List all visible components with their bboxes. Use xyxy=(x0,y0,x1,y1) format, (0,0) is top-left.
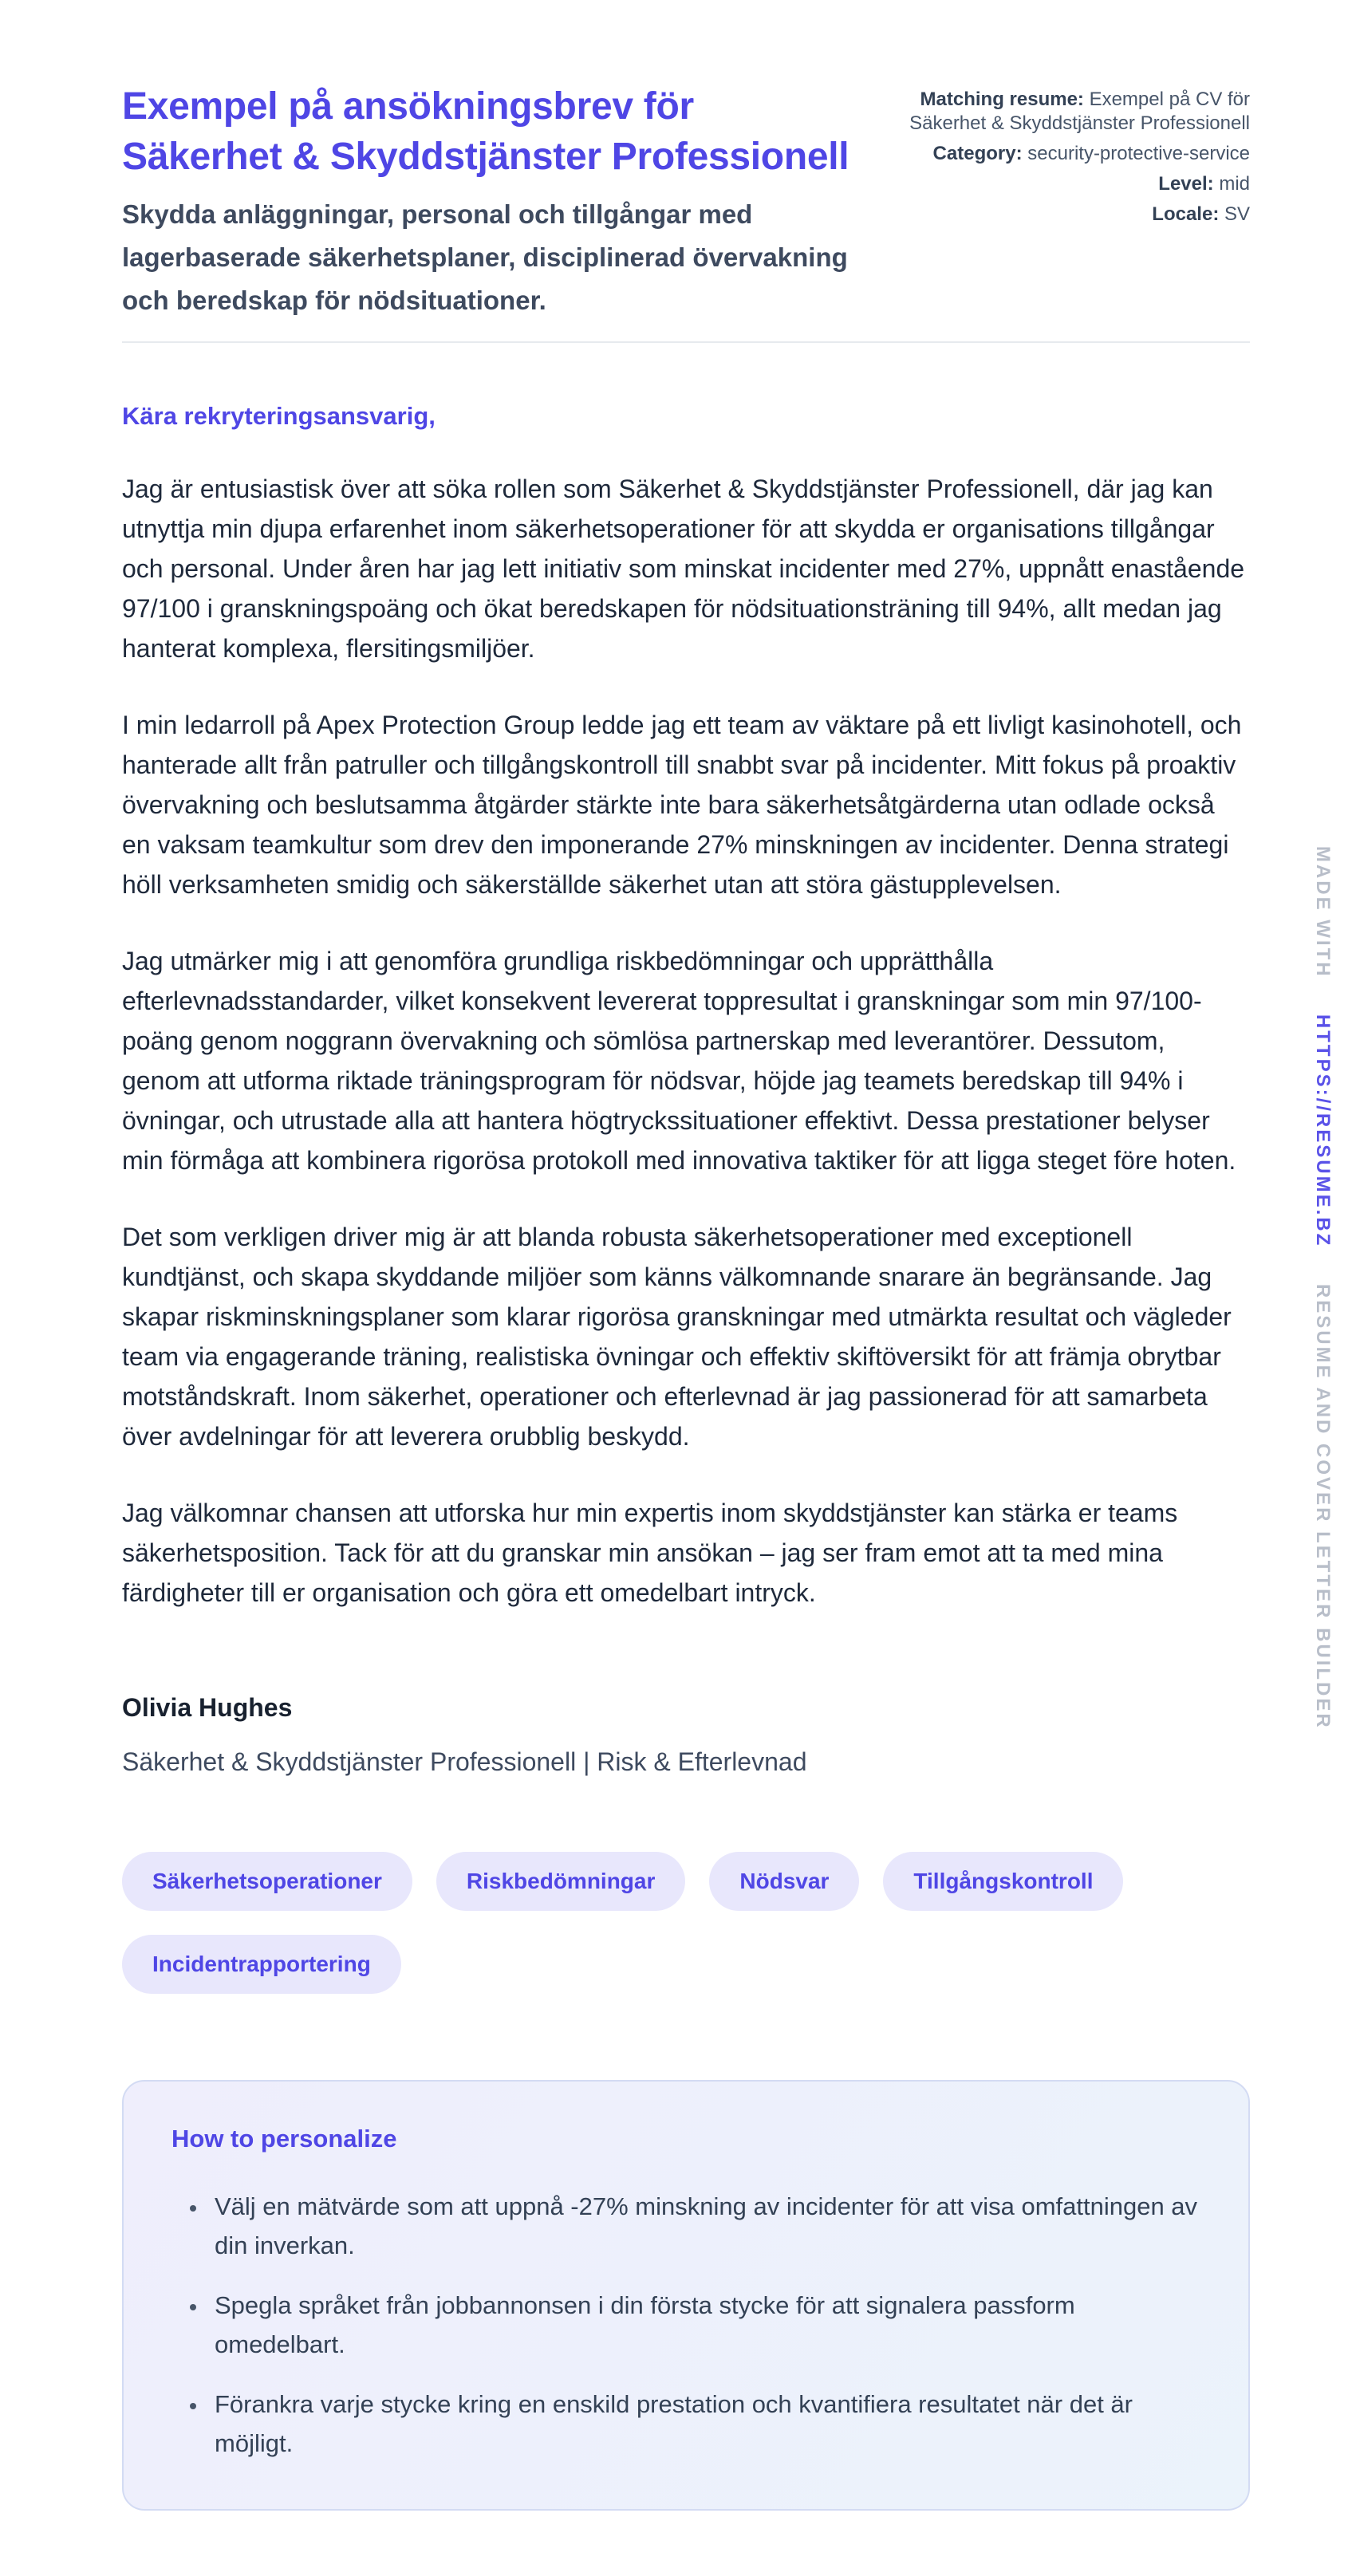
tag-pill: Riskbedömningar xyxy=(436,1852,685,1911)
tags-row xyxy=(122,1852,1250,1994)
signature-role: Säkerhet & Skyddstjänster Professionell | Risk & Efterlevnad xyxy=(122,1747,807,1776)
meta-label: Matching resume: xyxy=(920,89,1084,110)
watermark-prefix: MADE WITH xyxy=(1312,845,1334,979)
watermark-suffix: RESUME AND COVER LETTER BUILDER xyxy=(1312,1284,1334,1731)
page-header xyxy=(122,81,1250,322)
personalize-title: How to personalize xyxy=(171,2125,397,2153)
header-divider xyxy=(122,341,1250,343)
meta-label: Category: xyxy=(932,143,1023,164)
watermark xyxy=(1311,846,1334,1730)
meta-locale xyxy=(905,203,1250,226)
meta-value: security-protective-service xyxy=(1027,143,1250,164)
meta-value: SV xyxy=(1224,203,1250,225)
letter-greeting: Kära rekryteringsansvarig, xyxy=(122,402,436,430)
tag-pill: Nödsvar xyxy=(709,1852,859,1911)
page-subtitle: Skydda anläggningar, personal och tillgångar med lagerbaserade säkerhetsplaner, disciplinerad övervakning och beredskap för nödsituationer. xyxy=(122,199,848,315)
meta-label: Level: xyxy=(1158,173,1214,195)
letter-body xyxy=(122,400,1250,1778)
header-title-block xyxy=(122,81,849,322)
signature-name: Olivia Hughes xyxy=(122,1693,293,1722)
letter-paragraph: I min ledarroll på Apex Protection Group ledde jag ett team av väktare på ett livligt kasinohotell, och hanterade allt från patruller och tillgångskontroll till snabbt svar på incidenter. Mitt fokus på proaktiv övervakning och beslutsamma åtgärder stärkte inte bara säkerhetsåtgärderna utan odlade också en vaksam teamkultur som drev den imponerande 27% minskningen av incidenter. Denna strategi höll verksamheten smidig och säkerställde säkerhet utan att störa gästupplevelsen. xyxy=(122,711,1242,899)
letter-paragraph: Jag är entusiastisk över att söka rollen som Säkerhet & Skyddstjänster Professionell, där jag kan utnyttja min djupa erfarenhet inom säkerhetsoperationer för att skydda er organisations tillgångar och personal. Under åren har jag lett initiativ som minskat incidenter med 27%, uppnått enastående 97/100 i granskningspoäng och ökat beredskapen för nödsituationsträning till 94%, allt medan jag hanterat komplexa, flersitingsmiljöer. xyxy=(122,475,1245,663)
personalize-tip: • Välj en mätvärde som att uppnå -27% minskning av incidenter för att visa omfattningen av din inverkan. xyxy=(208,2187,1200,2265)
tag-pill: Incidentrapportering xyxy=(122,1935,401,1994)
meta-value: Exempel på CV för Säkerhet & Skyddstjänster Professionell xyxy=(909,89,1250,134)
personalize-tip: • Förankra varje stycke kring en enskild prestation och kvantifiera resultatet när det är möjligt. xyxy=(208,2385,1200,2463)
meta-level xyxy=(905,172,1250,196)
watermark-link[interactable]: HTTPS://RESUME.BZ xyxy=(1312,1014,1334,1248)
meta-value: mid xyxy=(1219,173,1250,195)
letter-paragraph: Jag utmärker mig i att genomföra grundliga riskbedömningar och upprätthålla efterlevnadsstandarder, vilket konsekvent levererat toppresultat i granskningar som min 97/100-poäng genom noggrann övervakning och sömlösa partnerskap med leverantörer. Dessutom, genom att utforma riktade träningsprogram för nödsvar, höjde jag teamets beredskap till 94% i övningar, och utrustade alla att hantera högtryckssituationer effektivt. Dessa prestationer belyser min förmåga att kombinera rigorösa protokoll med innovativa taktiker för att ligga steget före hoten. xyxy=(122,947,1236,1175)
tag-pill: Tillgångskontroll xyxy=(883,1852,1123,1911)
meta-category xyxy=(905,142,1250,166)
meta-panel xyxy=(905,81,1250,233)
meta-label: Locale: xyxy=(1152,203,1220,225)
personalize-list xyxy=(171,2187,1200,2463)
personalize-box xyxy=(122,2080,1250,2511)
meta-matching-resume xyxy=(905,88,1250,136)
personalize-tip: • Spegla språket från jobbannonsen i din första stycke för att signalera passform omedelbart. xyxy=(208,2286,1200,2364)
tag-pill: Säkerhetsoperationer xyxy=(122,1852,412,1911)
letter-paragraph: Jag välkomnar chansen att utforska hur min expertis inom skyddstjänster kan stärka er teams säkerhetsposition. Tack för att du granskar min ansökan – jag ser fram emot att ta med mina färdigheter till er organisation och göra ett omedelbart intryck. xyxy=(122,1499,1178,1607)
letter-paragraph: Det som verkligen driver mig är att blanda robusta säkerhetsoperationer med exceptionell kundtjänst, och skapa skyddande miljöer som känns välkomnande snarare än begränsande. Jag skapar riskminskningsplaner som klarar rigorösa granskningar med utmärkta resultat och vägleder team via engagerande träning, realistiska övningar och effektiv skiftöversikt för att främja obrytbar motståndskraft. Inom säkerhet, operationer och efterlevnad är jag passionerad för att samarbeta över avdelningar för att leverera orubblig beskydd. xyxy=(122,1223,1232,1451)
page-title: Exempel på ansökningsbrev för Säkerhet & Skyddstjänster Professionell xyxy=(122,85,849,178)
